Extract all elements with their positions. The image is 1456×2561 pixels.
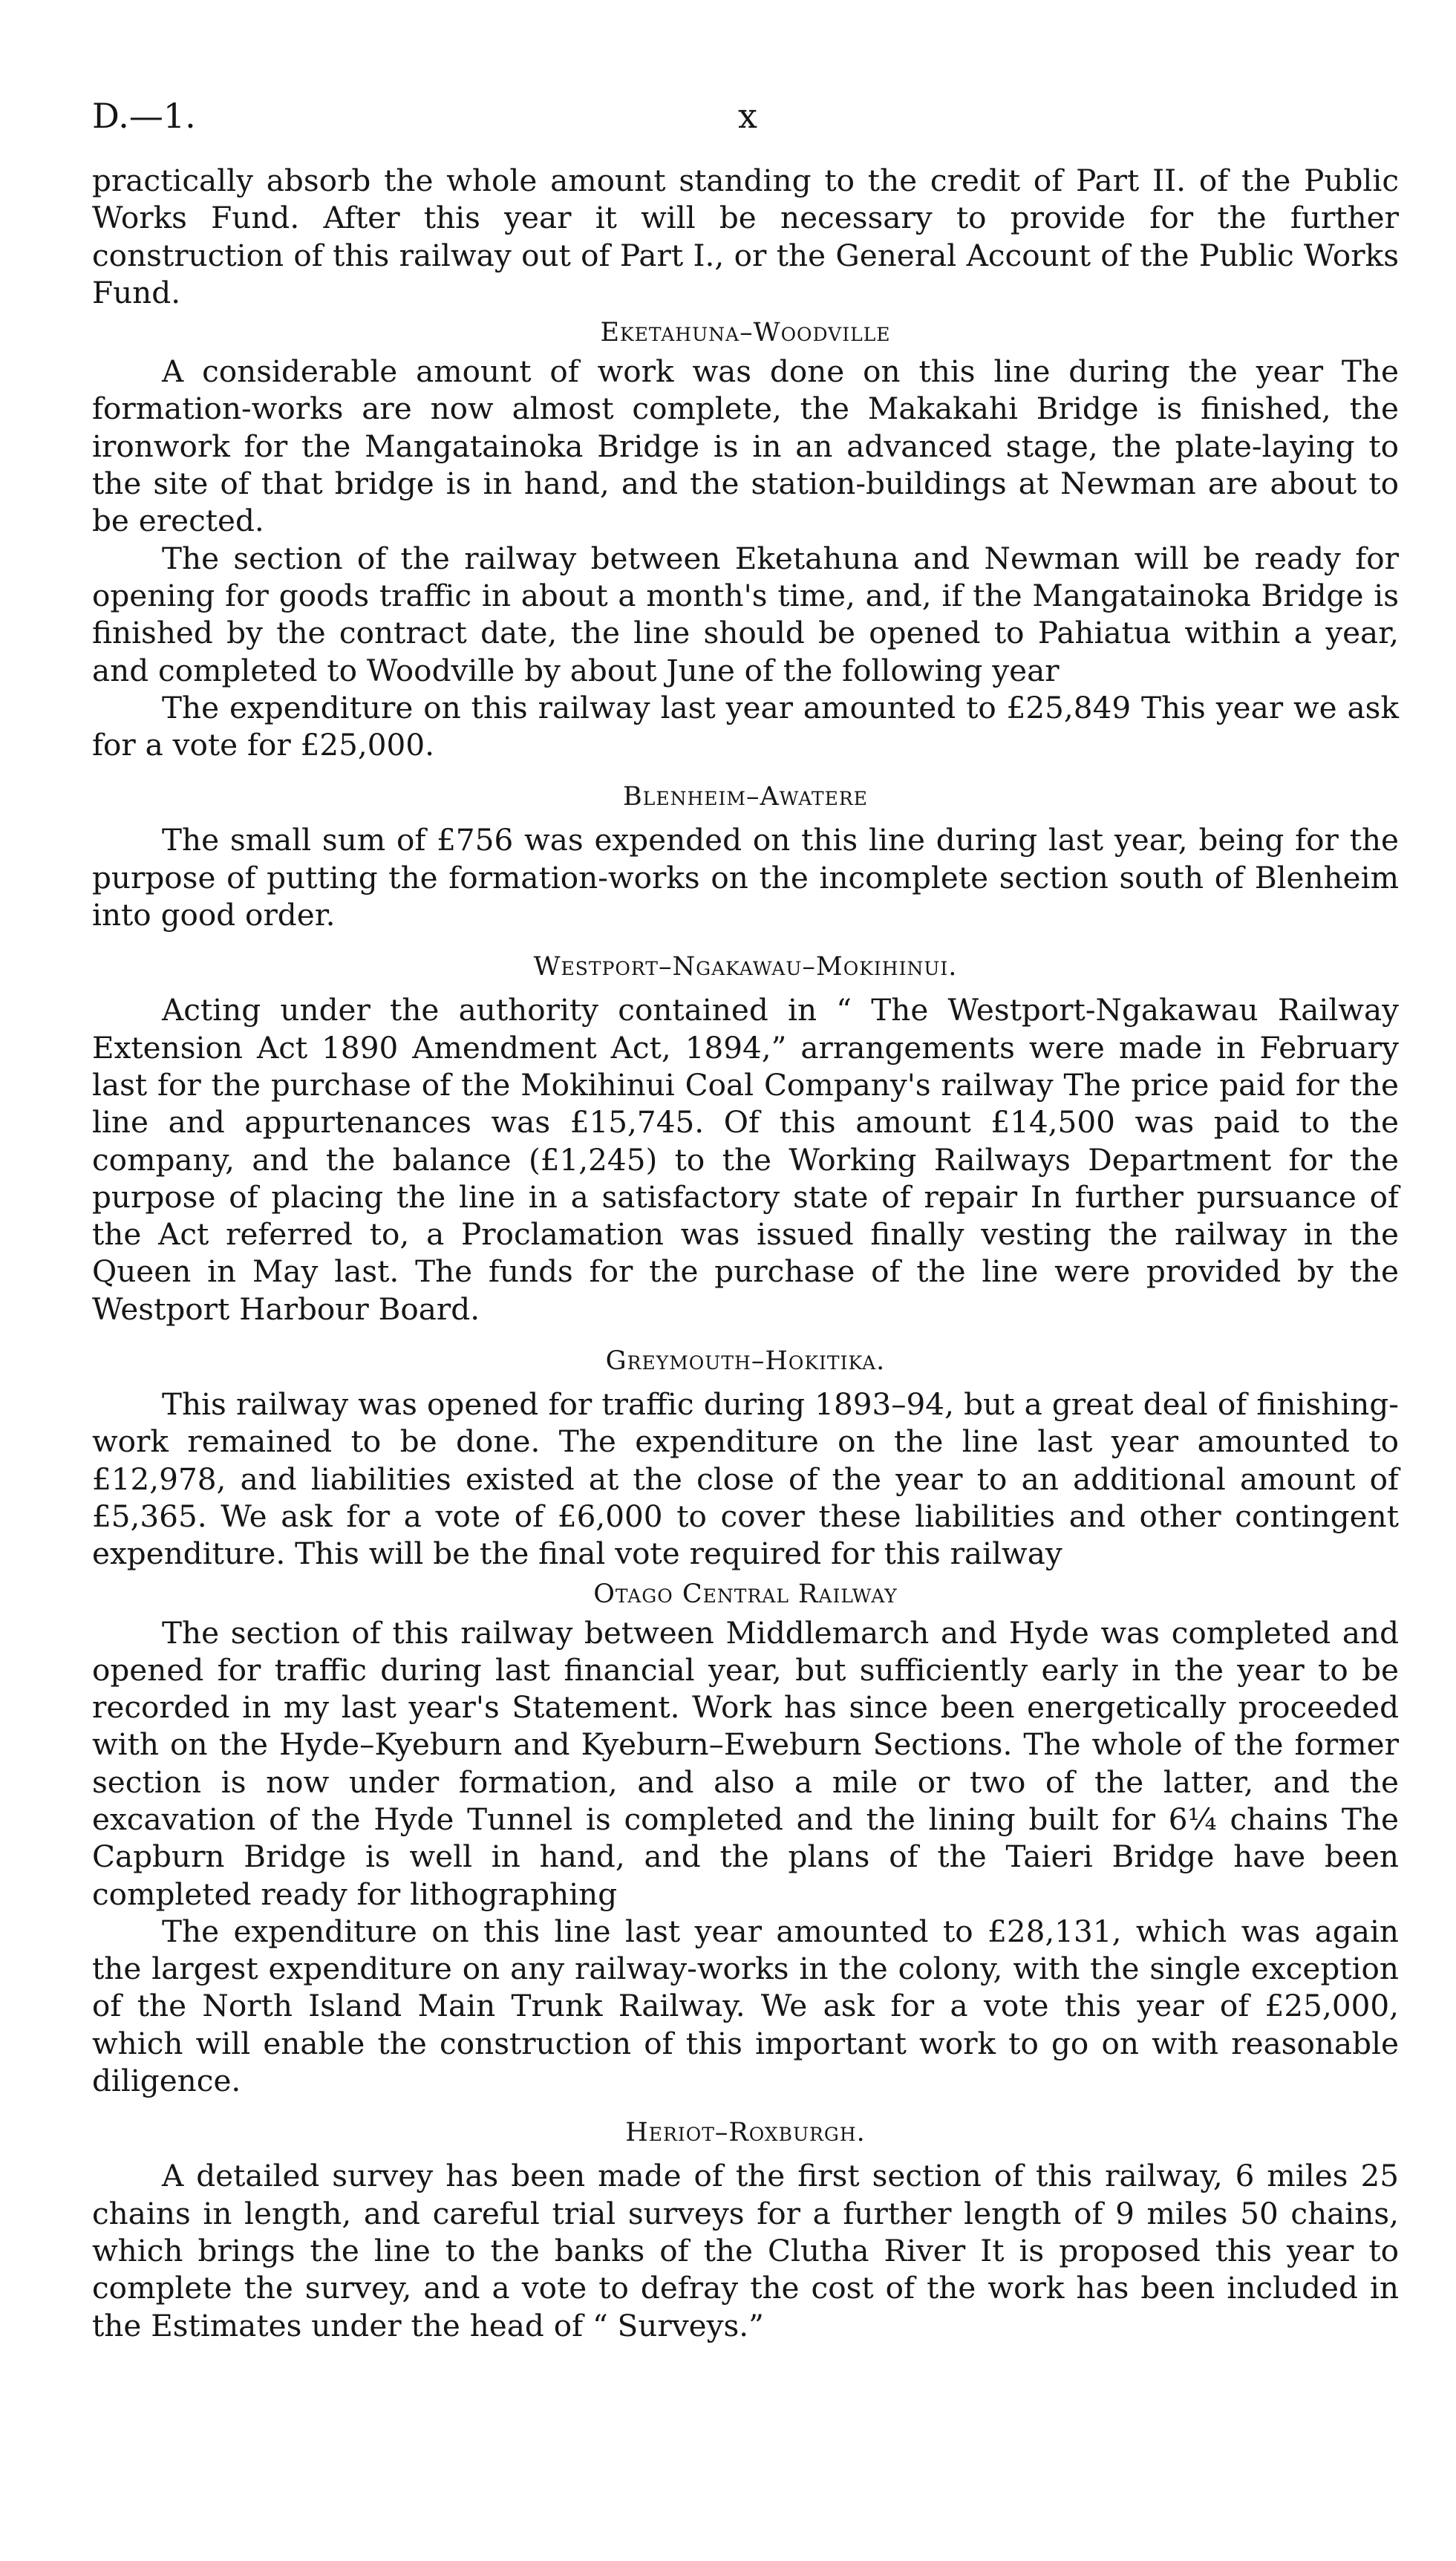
document-body [92,162,1399,2344]
paragraph: A considerable amount of work was done on this line during the year The formation-works are now almost complete, the Makakahi Bridge is finished, the ironwork for the Mangatainoka Bridge is in an advanced stage, the plate-laying to the site of that bridge is in hand, and the station-buildings at Newman are about to be erected. [92,353,1399,539]
section-heading-eketahuna-woodville: Eketahuna–Woodville [600,318,891,348]
paragraph: The section of the railway between Eketahuna and Newman will be ready for opening for goods traffic in about a month's time, and, if the Mangatainoka Bridge is finished by the contract date, the line should be opened to Pahiatua within a year, and completed to Woodville by about June of the following year [92,540,1399,688]
section-heading-greymouth-hokitika: Greymouth–Hokitika. [605,1346,886,1377]
paragraph: This railway was opened for traffic during 1893–94, but a great deal of finishing-work remained to be done. The expenditure on the line last year amounted to £12,978, and liabilities existed at the close of the year to an additional amount of £5,365. We ask for a vote of £6,000 to cover these liabilities and other contingent expenditure. This will be the final vote required for this railway [92,1386,1399,1572]
section-heading-blenheim-awatere: Blenheim–Awatere [623,782,868,812]
paragraph: The section of this railway between Middlemarch and Hyde was completed and opened for traffic during last financial year, but sufficiently early in the year to be recorded in my last year's Statement. Work has since been energetically proceeded with on the Hyde–Kyeburn and Kyeburn–Eweburn Sections. The whole of the former section is now under formation, and also a mile or two of the latter, and the excavation of the Hyde Tunnel is completed and the lining built for 6¼ chains The Capburn Bridge is well in hand, and the plans of the Taieri Bridge have been completed ready for lithographing [92,1614,1399,1912]
paragraph: A detailed survey has been made of the first section of this railway, 6 miles 25 chains in length, and careful trial surveys for a further length of 9 miles 50 chains, which brings the line to the banks of the Clutha River It is proposed this year to complete the survey, and a vote to defray the cost of the work has been included in the Estimates under the head of “ Surveys.” [92,2158,1399,2343]
paragraph: The small sum of £756 was expended on this line during last year, being for the purpose of putting the formation-works on the incomplete section south of Blenheim into good order. [92,822,1399,933]
paragraph: The expenditure on this railway last year amounted to £25,849 This year we ask for a vote for £25,000. [92,689,1399,763]
page-number: x [738,96,757,136]
section-heading-otago-central-railway: Otago Central Railway [593,1579,898,1609]
section-heading-heriot-roxburgh: Heriot–Roxburgh. [625,2118,866,2148]
page-header [92,94,1399,138]
paragraph-continued: practically absorb the whole amount standing to the credit of Part II. of the Public Works Fund. After this year it will be necessary to provide for the further construction of this railway out of Part I., or the General Account of the Public Works Fund. [92,163,1399,310]
document-code: D.—1. [92,96,196,136]
paragraph: The expenditure on this line last year amounted to £28,131, which was again the largest expenditure on any railway-works in the colony, with the single exception of the North Island Main Trunk Railway. We ask for a vote this year of £25,000, which will enable the construction of this important work to go on with reasonable diligence. [92,1913,1399,2099]
section-heading-westport-ngakawau-mokihinui: Westport–Ngakawau–Mokihinui. [533,952,958,982]
paragraph: Acting under the authority contained in “ The Westport-Ngakawau Railway Extension Act 1890 Amendment Act, 1894,” arrangements were made in February last for the purchase of the Mokihinui Coal Company's railway The price paid for the line and appurtenances was £15,745. Of this amount £14,500 was paid to the company, and the balance (£1,245) to the Working Railways Department for the purpose of placing the line in a satisfactory state of repair In further pursuance of the Act referred to, a Proclamation was issued finally vesting the railway in the Queen in May last. The funds for the purchase of the line were provided by the Westport Harbour Board. [92,992,1399,1327]
